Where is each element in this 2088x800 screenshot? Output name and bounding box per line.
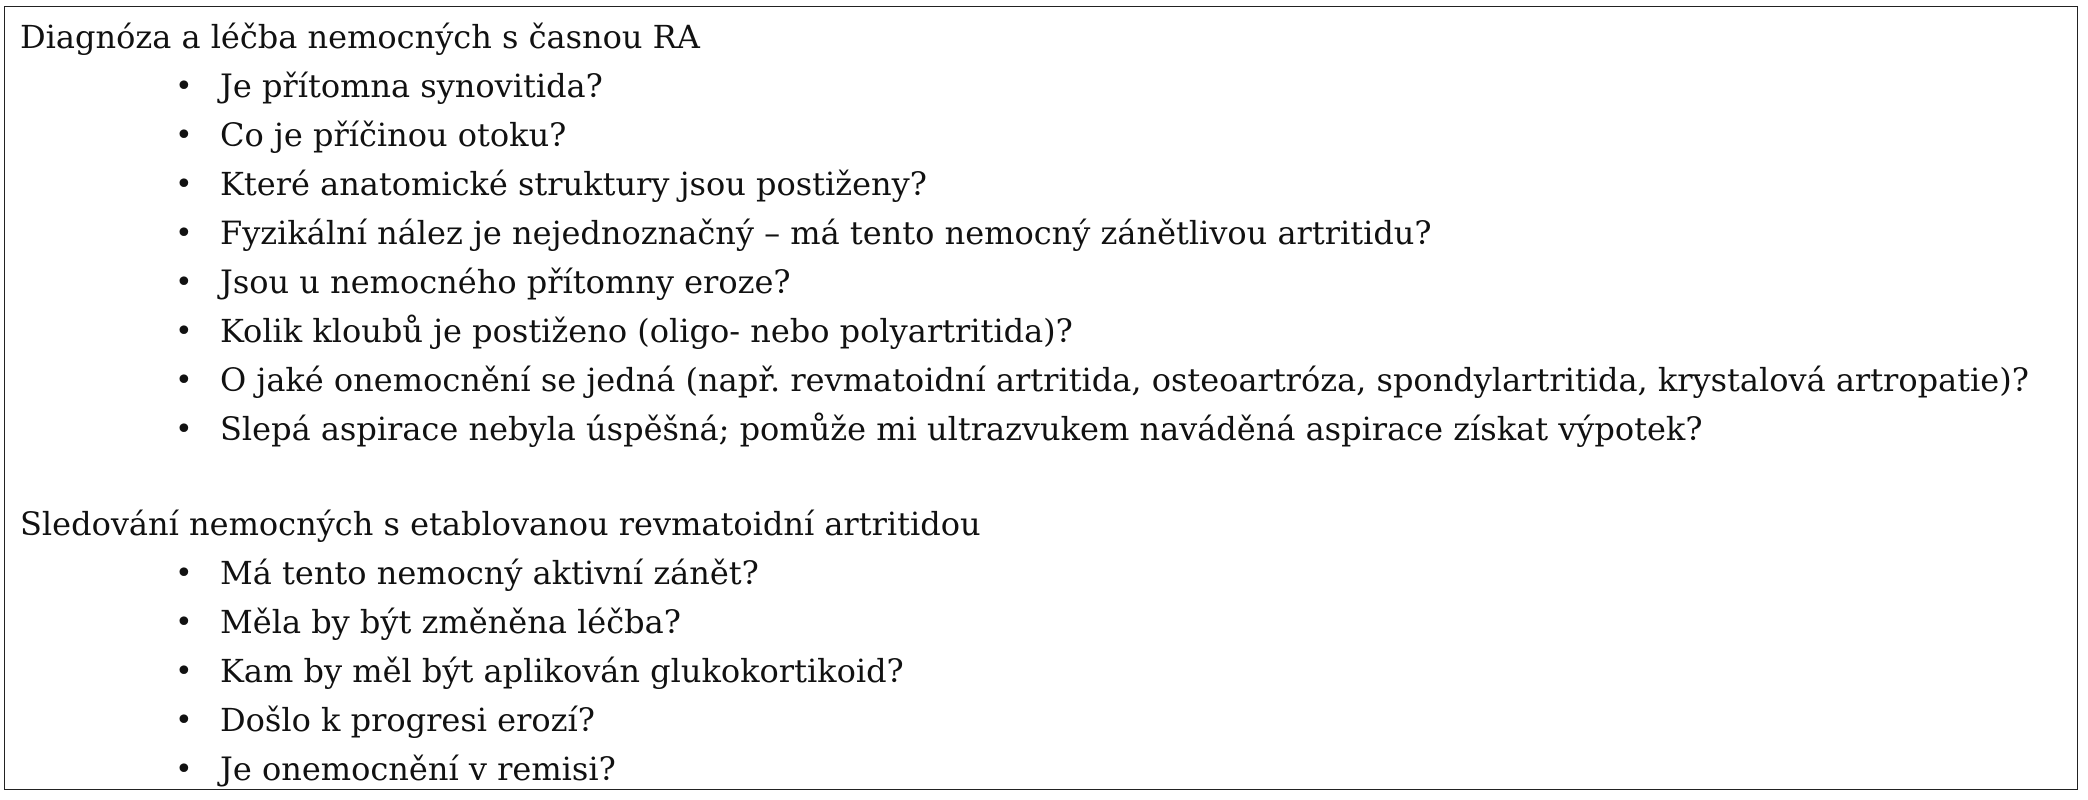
list-item (5, 647, 904, 696)
bullet-icon: • (175, 69, 193, 104)
list-item-text: Došlo k progresi erozí? (220, 701, 595, 739)
list-item-text: Které anatomické struktury jsou postiženy? (220, 165, 927, 203)
bullet-icon: • (175, 167, 193, 202)
list-item (5, 62, 2029, 111)
bullet-icon: • (175, 605, 193, 640)
list-item-text: Má tento nemocný aktivní zánět? (220, 554, 759, 592)
list-item (5, 549, 904, 598)
bullet-icon: • (175, 703, 193, 738)
list-item (5, 160, 2029, 209)
list-item (5, 209, 2029, 258)
bullet-icon: • (175, 556, 193, 591)
list-item (5, 111, 2029, 160)
list-item-text: Kolik kloubů je postiženo (oligo- nebo polyartritida)? (220, 312, 1073, 350)
bullet-icon: • (175, 654, 193, 689)
list-item-text: O jaké onemocnění se jedná (např. revmatoidní artritida, osteoartróza, spondylartritida, krystalová artropatie)? (220, 361, 2029, 399)
list-item (5, 405, 2029, 454)
list-item-text: Kam by měl být aplikován glukokortikoid? (220, 652, 904, 690)
list-item (5, 356, 2029, 405)
question-list-early-ra (5, 62, 2029, 454)
bullet-icon: • (175, 412, 193, 447)
bullet-icon: • (175, 265, 193, 300)
bullet-icon: • (175, 363, 193, 398)
bullet-icon: • (175, 314, 193, 349)
list-item-text: Je přítomna synovitida? (220, 67, 603, 105)
bullet-icon: • (175, 118, 193, 153)
list-item (5, 598, 904, 647)
list-item-text: Slepá aspirace nebyla úspěšná; pomůže mi ultrazvukem naváděná aspirace získat výpotek? (220, 410, 1703, 448)
bullet-icon: • (175, 752, 193, 787)
section-title-established-ra: Sledování nemocných s etablovanou revmatoidní artritidou (20, 505, 981, 543)
list-item (5, 307, 2029, 356)
list-item (5, 696, 904, 745)
question-list-established-ra (5, 549, 904, 794)
list-item-text: Fyzikální nález je nejednoznačný – má tento nemocný zánětlivou artritidu? (220, 214, 1432, 252)
list-item-text: Jsou u nemocného přítomny eroze? (220, 263, 791, 301)
list-item-text: Je onemocnění v remisi? (220, 750, 616, 788)
section-title-early-ra: Diagnóza a léčba nemocných s časnou RA (20, 18, 700, 56)
content-box (4, 6, 2078, 790)
list-item-text: Co je příčinou otoku? (220, 116, 567, 154)
list-item-text: Měla by být změněna léčba? (220, 603, 681, 641)
bullet-icon: • (175, 216, 193, 251)
list-item (5, 258, 2029, 307)
list-item (5, 745, 904, 794)
